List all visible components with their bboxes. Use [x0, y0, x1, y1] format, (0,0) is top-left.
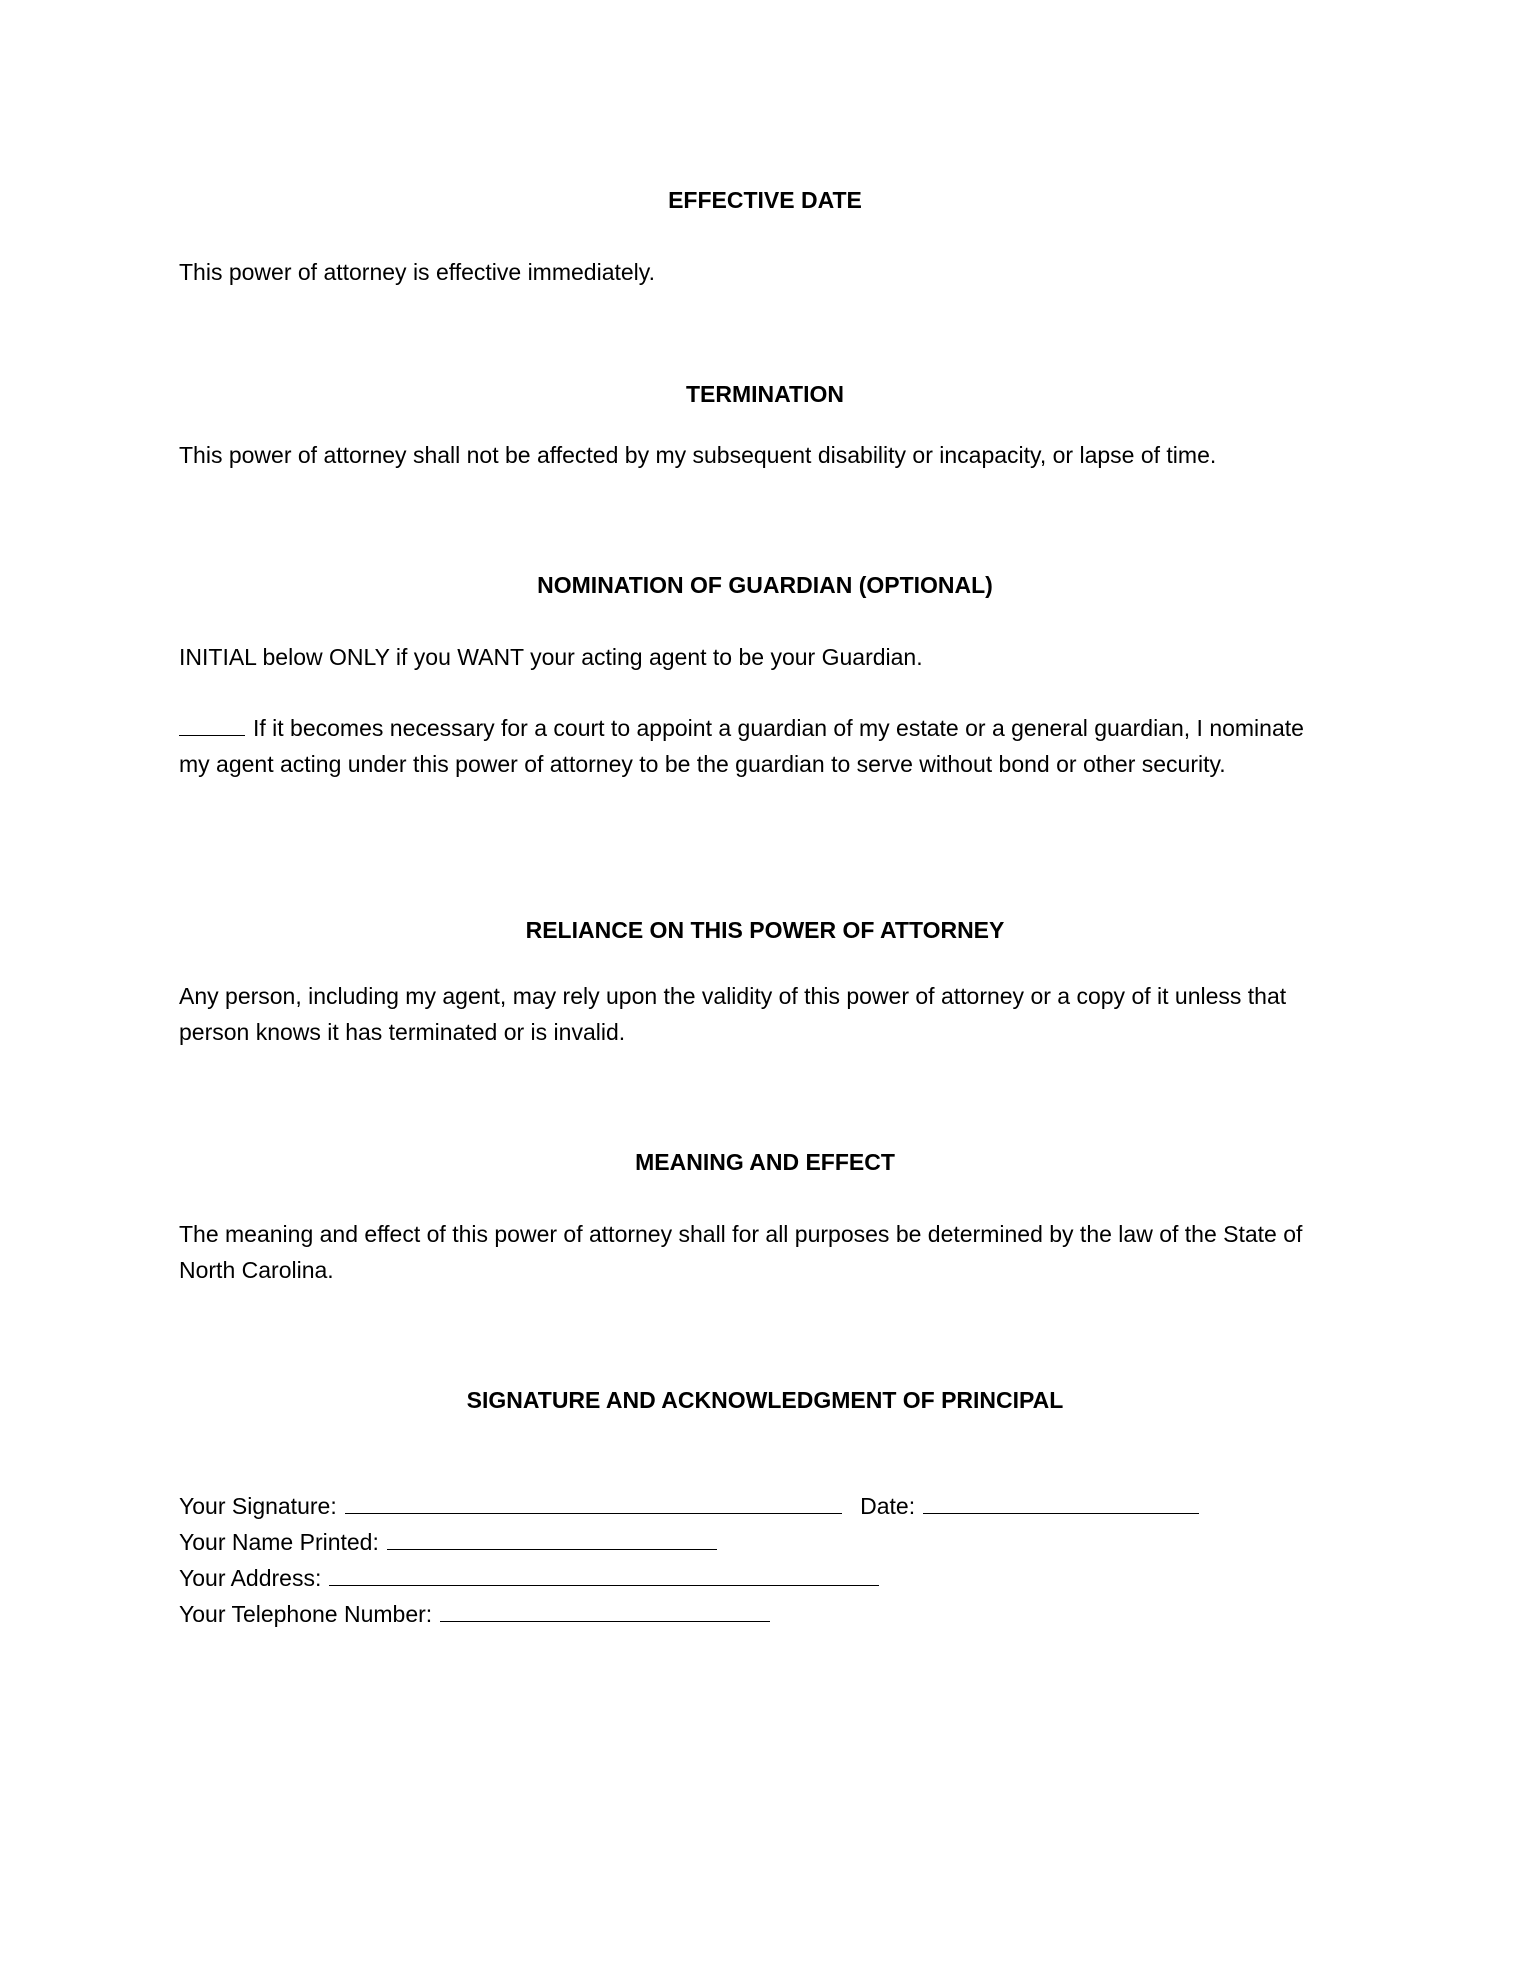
- termination-text: This power of attorney shall not be affected by my subsequent disability or incapacity, or lapse of time.: [179, 442, 1217, 468]
- address-field[interactable]: [329, 1567, 879, 1586]
- guardian-clause: [179, 710, 1329, 782]
- signature-field[interactable]: [345, 1495, 842, 1514]
- telephone-field[interactable]: [440, 1603, 770, 1622]
- meaning-and-effect-text: The meaning and effect of this power of attorney shall for all purposes be determined by the law of the State of North Carolina.: [179, 1221, 1303, 1283]
- guardian-instruction-text: INITIAL below ONLY if you WANT your acting agent to be your Guardian.: [179, 644, 923, 670]
- name-printed-field[interactable]: [387, 1531, 717, 1550]
- address-label: Your Address:: [179, 1565, 322, 1591]
- reliance-text: Any person, including my agent, may rely upon the validity of this power of attorney or a copy of it unless that person knows it has terminated or is invalid.: [179, 983, 1287, 1045]
- heading-effective-date: EFFECTIVE DATE: [668, 187, 862, 213]
- heading-signature-acknowledgment: SIGNATURE AND ACKNOWLEDGMENT OF PRINCIPAL: [466, 1387, 1064, 1413]
- date-field[interactable]: [923, 1495, 1199, 1514]
- heading-reliance: RELIANCE ON THIS POWER OF ATTORNEY: [525, 917, 1005, 943]
- telephone-row: [179, 1600, 770, 1628]
- name-printed-label: Your Name Printed:: [179, 1529, 379, 1555]
- heading-meaning-and-effect: MEANING AND EFFECT: [635, 1149, 895, 1175]
- guardian-clause-text: If it becomes necessary for a court to appoint a guardian of my estate or a general guardian, I nominate my agent acting under this power of attorney to be the guardian to serve without bond or other security.: [179, 715, 1304, 777]
- signature-label: Your Signature:: [179, 1493, 337, 1519]
- address-row: [179, 1564, 879, 1592]
- date-label: Date:: [860, 1493, 916, 1519]
- signature-row: [179, 1492, 1199, 1520]
- effective-date-text: This power of attorney is effective immediately.: [179, 259, 655, 285]
- initial-field[interactable]: [179, 715, 245, 736]
- name-printed-row: [179, 1528, 717, 1556]
- telephone-label: Your Telephone Number:: [179, 1601, 433, 1627]
- heading-nomination-of-guardian: NOMINATION OF GUARDIAN (OPTIONAL): [537, 572, 993, 598]
- heading-termination: TERMINATION: [685, 381, 844, 407]
